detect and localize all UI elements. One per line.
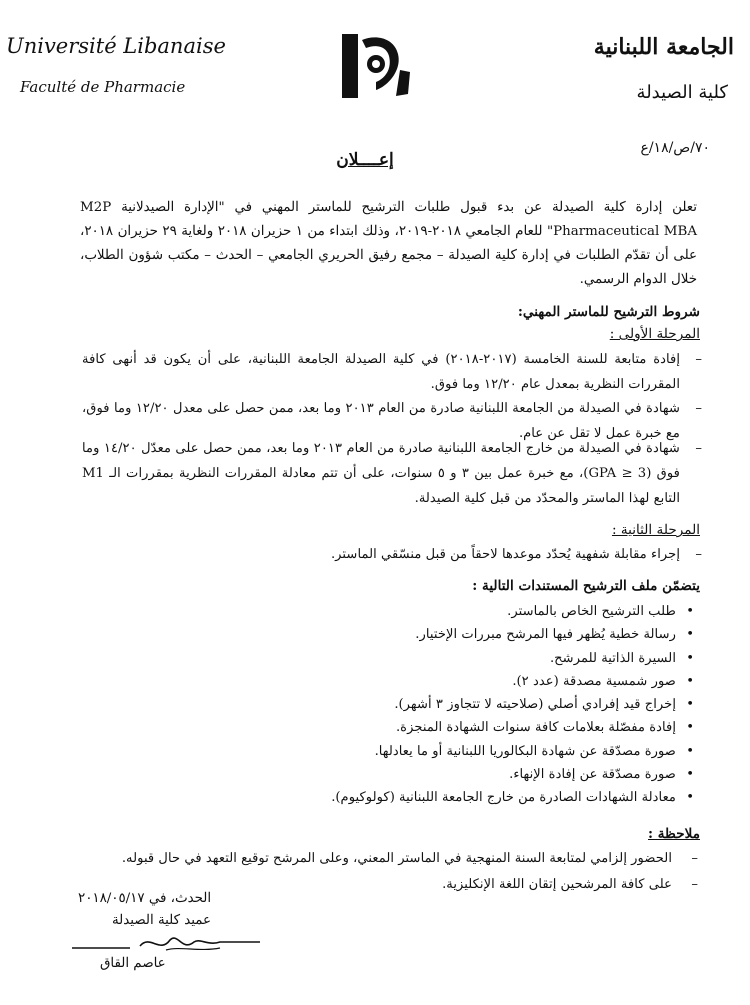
announcement-paragraph: تعلن إدارة كلية الصيدلة عن بدء قبول طلبات الترشيح للماستر المهني في "الإدارة الصيدلانية M2P Pharmaceutical MBA" للعام الجامعي ٢٠١٨-٢٠١٩، وذلك ابتداء من ١ حزيران ٢٠١٨ ولغاية ٢٩ حزيران ٢٠١٨، على أن تقدّم الطلبات في إدارة كلية الصيدلة – مجمع رفيق الحريري الجامعي – الحدث – مكتب شؤون الطلاب، خلال الدوام الرسمي. [80, 200, 697, 287]
header-university-ar: الجامعة اللبنانية [593, 34, 734, 60]
phase2-heading: المرحلة الثانية : [611, 522, 700, 538]
header-university-fr: Université Libanaise [6, 34, 226, 58]
signature-role: عميد كلية الصيدلة [111, 913, 212, 928]
list-item: • صورة مصدّقة عن شهادة البكالوريا اللبنانية أو ما يعادلها. [374, 743, 694, 759]
signature-place-date: الحدث، في ٢٠١٨/٠٥/١٧ [78, 891, 212, 906]
phase1-item: – إفادة متابعة للسنة الخامسة (٢٠١٧-٢٠١٨) في كلية الصيدلة الجامعة اللبنانية، على أن يكون قد أنهى كافة المقررات النظرية بمعدل عام ١٢/٢٠ وما فوق. [82, 352, 702, 392]
phase2-item: – إجراء مقابلة شفهية يُحدّد موعدها لاحقاً من قبل منسّقي الماستر. [330, 547, 702, 562]
list-item: • السيرة الذاتية للمرشح. [549, 650, 694, 666]
phase1-item: – شهادة في الصيدلة من خارج الجامعة اللبنانية صادرة من العام ٢٠١٣ وما بعد، ممن حصل على معدّل ١٤/٢٠ وما فوق (GPA ≥ 3)، مع خبرة عمل بين ٣ و ٥ سنوات، على أن تتم معادلة المقررات النظرية بمقررات الـ M1 التابع لهذا الماستر والمحدّد من قبل كلية الصيدلة. [82, 441, 702, 506]
note-item: – على كافة المرشحين إتقان اللغة الإنكليزية. [442, 877, 698, 892]
list-item: • إفادة مفصّلة بعلامات كافة سنوات الشهادة المنجزة. [395, 720, 694, 736]
phase1-item: – شهادة في الصيدلة من الجامعة اللبنانية صادرة من العام ٢٠١٣ وما بعد، ممن حصل على معدل ١٢/٢٠ وما فوق، مع خبرة عمل لا تقل عن عام. [82, 401, 702, 441]
phase1-heading: المرحلة الأولى : [609, 326, 700, 342]
documents-list [331, 600, 698, 810]
signature-block [78, 888, 211, 932]
signature-name: عاصم القاق [100, 956, 166, 971]
documents-heading: يتضمّن ملف الترشيح المستندات التالية : [472, 578, 700, 594]
list-item: • صورة مصدّقة عن إفادة الإنهاء. [509, 767, 694, 783]
notes-heading: ملاحظة : [648, 826, 700, 842]
page-title: إعــــلان [336, 150, 394, 170]
conditions-heading: شروط الترشيح للماستر المهني: [517, 304, 700, 320]
header-faculty-fr: Faculté de Pharmacie [20, 78, 186, 96]
list-item: • رسالة خطية يُظهر فيها المرشح مبررات الإختيار. [415, 627, 694, 643]
list-item: • طلب الترشيح الخاص بالماستر. [507, 604, 694, 619]
list-item: • معادلة الشهادات الصادرة من خارج الجامعة اللبنانية (كولوكيوم). [331, 790, 694, 806]
note-item: – الحضور إلزامي لمتابعة السنة المنهجية في الماستر المعني، وعلى المرشح توقيع التعهد في حال قبوله. [121, 851, 698, 866]
header-faculty-ar: كلية الصيدلة [636, 82, 728, 103]
list-item: • إخراج قيد إفرادي أصلي (صلاحيته لا تتجاوز ٣ أشهر). [394, 697, 694, 713]
list-item: • صور شمسية مصدقة (عدد ٢). [512, 673, 694, 689]
reference-number: ٧٠/ص/١٨/ع [640, 140, 710, 156]
university-logo-icon [336, 30, 414, 102]
